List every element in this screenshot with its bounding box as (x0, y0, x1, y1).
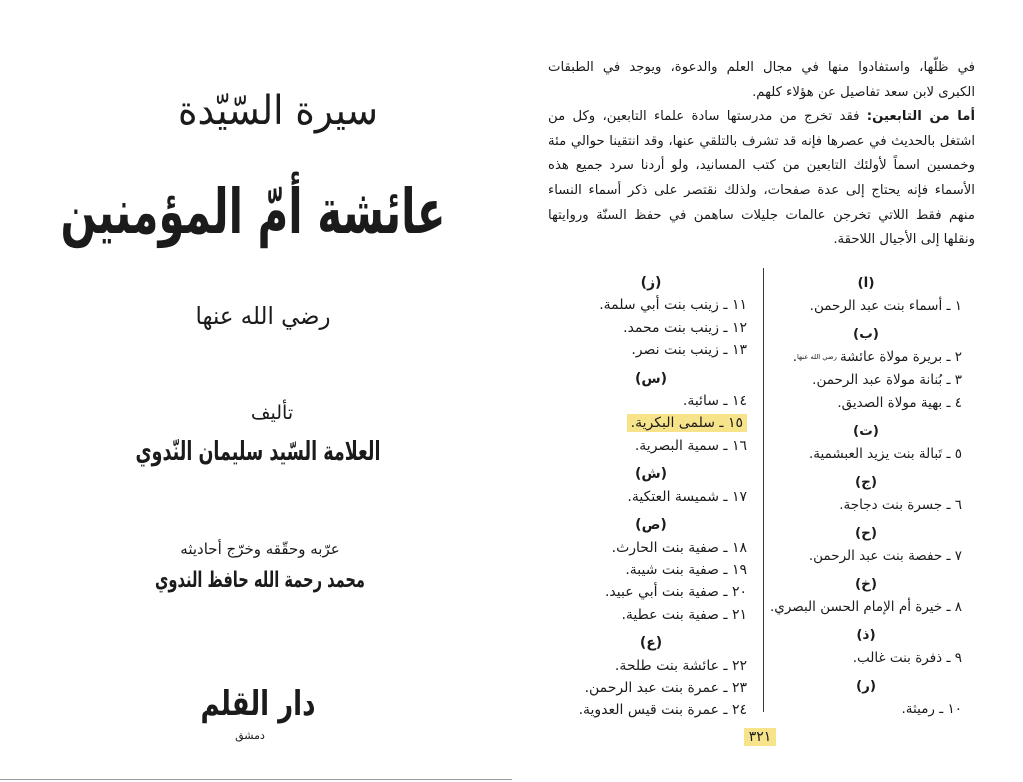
letter-heading: (ت) (853, 422, 879, 439)
name-entry-text: ٢ ـ بريرة مولاة عائشة (839, 348, 962, 365)
name-entry (853, 650, 962, 666)
translator-label-text: عرّبه وحقّقه وخرّج أحاديثه (180, 540, 340, 558)
letter-group (555, 514, 747, 625)
name-entry-text: ١٣ ـ زينب بنت نصر. (631, 341, 747, 358)
name-list-item (770, 596, 962, 619)
letter-heading: (ذ) (856, 626, 876, 643)
name-entry (812, 372, 962, 388)
name-list-item (555, 339, 747, 361)
name-entry-text: ٨ ـ خيرة أم الإمام الحسن البصري. (769, 598, 962, 615)
letter-heading: (ج) (854, 473, 878, 490)
name-entry (810, 298, 962, 314)
name-entry (631, 342, 747, 358)
letter-group (770, 522, 962, 568)
paragraph-2-line: الأسماء فإنه يحتاج إلى عدة صفحات، ولذلك نقتصر على ذكر أسماء النساء (548, 182, 975, 198)
body-text (548, 56, 975, 253)
title-honorific-text: رضي الله عنها (195, 302, 330, 330)
name-entry (615, 658, 747, 674)
name-entry-text: ١٩ ـ صفية بنت شيبة. (625, 562, 747, 579)
paragraph-2-line-text: فقد تخرج من مدرستها سادة علماء التابعين، وكل من (548, 109, 860, 125)
title-honorific (195, 300, 330, 332)
text-page (512, 0, 1023, 782)
name-list-item (555, 604, 747, 626)
letter-heading: (خ) (854, 575, 878, 592)
name-entry (635, 438, 747, 454)
name-entry (623, 320, 747, 336)
paragraph-1-line: في ظلّها، واستفادوا منها في مجال العلم والدعوة، ويوجد في الطبقات (548, 60, 975, 75)
name-entry-text: ١٨ ـ صفية بنت الحارث. (611, 539, 747, 556)
letter-group (555, 463, 747, 508)
name-entry-text: ١٥ ـ سلمى البكرية. (630, 415, 743, 432)
name-list-item (555, 699, 747, 721)
name-entry (770, 599, 962, 615)
name-entry-text: ١١ ـ زينب بنت أبي سلمة. (599, 297, 747, 314)
paragraph-2-lead: أما من التابعين: (866, 109, 975, 125)
publisher-name (200, 682, 315, 726)
name-list-item (770, 647, 962, 670)
name-entry-text: ٢٤ ـ عمرة بنت قيس العدوية. (578, 702, 747, 719)
letter-group (770, 272, 962, 318)
letter-group (555, 272, 747, 361)
publisher-city-text: دمشق (235, 729, 265, 742)
names-list-left-column (555, 272, 747, 722)
page-edge-line (0, 779, 512, 780)
name-list-item (555, 537, 747, 559)
name-list-item (770, 698, 962, 721)
name-entry-text: ٢٣ ـ عمرة بنت عبد الرحمن. (584, 680, 747, 697)
letter-group (770, 624, 962, 670)
paragraph-2-line: منهم فقط اللاتي تخرجن عالمات جليلات ساهمن في حفظ السنّة وروايتها (548, 207, 975, 223)
letter-heading: (ر) (855, 677, 877, 694)
column-divider (763, 268, 764, 712)
book-title-top (178, 84, 378, 138)
name-entry (793, 349, 962, 365)
letter-heading: (ع) (639, 635, 663, 652)
publisher-name-text: دار القلم (200, 684, 315, 724)
name-list-item (555, 581, 747, 603)
name-list-item (770, 346, 962, 369)
letter-group (555, 368, 747, 457)
name-entry (625, 562, 747, 578)
name-list-item (555, 390, 747, 412)
book-title-main (60, 150, 445, 274)
name-entry (585, 680, 747, 696)
name-list-item (555, 294, 747, 316)
name-entry-text: ١٢ ـ زينب بنت محمد. (623, 319, 747, 336)
letter-heading: (ا) (857, 274, 875, 291)
paragraph-2-first-line (548, 105, 975, 130)
name-list-item (770, 392, 962, 415)
paragraph-1-line: الكبرى لابن سعد تفاصيل عن هؤلاء كلهم. (752, 84, 975, 100)
translator-label (165, 537, 355, 561)
name-entry (579, 702, 747, 718)
letter-group (770, 323, 962, 415)
paragraph-2-line: وخمسين اسماً لأولئك التابعين من كتب المسانيد، ولو أردنا سرد جميع هذه (548, 158, 975, 174)
name-entry (809, 446, 962, 462)
name-entry-text: ٩ ـ ذفرة بنت غالب. (852, 649, 962, 666)
author-name (135, 430, 380, 474)
name-entry-text: ١٠ ـ رميثة. (901, 700, 962, 717)
name-entry-text: ٤ ـ بهية مولاة الصديق. (837, 394, 962, 411)
honorific-ligature: رضي الله عنها (797, 352, 837, 361)
letter-heading: (ز) (640, 275, 662, 291)
page-number (740, 726, 780, 748)
name-entry-text: ٢٠ ـ صفية بنت أبي عبيد. (604, 584, 747, 601)
name-entry-text: ٢١ ـ صفية بنت عطية. (621, 606, 747, 623)
author-label (232, 400, 312, 426)
name-list-item (770, 545, 962, 568)
name-list-item (770, 443, 962, 466)
name-entry-text: ١٦ ـ سمية البصرية. (634, 437, 747, 454)
name-entry (621, 607, 747, 623)
letter-heading: (ص) (635, 517, 667, 534)
letter-group (770, 420, 962, 466)
name-entry (627, 489, 747, 505)
names-list-right-column (770, 272, 962, 721)
name-list-item (770, 295, 962, 318)
letter-heading: (ب) (853, 325, 879, 342)
name-entry (902, 701, 962, 717)
name-entry-text: ٢٢ ـ عائشة بنت طلحة. (614, 657, 747, 674)
translator-name-text: محمد رحمة الله حافظ الندوي (155, 568, 365, 593)
name-list-item (555, 677, 747, 699)
letter-group (770, 471, 962, 517)
name-list-item (555, 412, 747, 434)
letter-group (555, 632, 747, 721)
name-entry-text: ١٧ ـ شميسة العتكية. (627, 488, 747, 505)
book-title-main-text: عائشة أمّ المؤمنين (60, 175, 445, 248)
name-list-item (770, 494, 962, 517)
name-list-item (770, 369, 962, 392)
letter-heading: (ح) (854, 524, 878, 541)
publisher-city (220, 727, 280, 745)
letter-heading: (س) (634, 370, 668, 387)
name-list-item (555, 317, 747, 339)
translator-name (155, 563, 365, 599)
entry-period: . (792, 348, 797, 365)
page-number-text: ٣٢١ (744, 728, 777, 746)
name-entry-text: ٥ ـ تَبالة بنت يزيد العبشمية. (808, 445, 962, 462)
book-title-top-text: سيرة السّيّدة (177, 88, 379, 134)
name-entry-text: ٣ ـ بُنانة مولاة عبد الرحمن. (812, 371, 962, 388)
name-entry (599, 297, 747, 313)
paragraph-2-line: اشتغل بالحديث في عصرها فإنه قد تشرف بالتلقي عنها، وقد انتقينا حوالي مئة (548, 133, 975, 149)
name-entry (839, 497, 962, 513)
name-entry-text: ١٤ ـ سائبة. (682, 392, 747, 409)
letter-group (770, 675, 962, 721)
highlighted-name (627, 414, 747, 432)
name-list-item (555, 559, 747, 581)
author-label-text: تأليف (250, 402, 294, 424)
name-list-item (555, 655, 747, 677)
name-entry (683, 393, 747, 409)
name-entry (837, 395, 962, 411)
letter-heading: (ش) (634, 466, 668, 483)
name-list-item (555, 435, 747, 457)
name-entry-text: ٦ ـ جسرة بنت دجاجة. (839, 496, 962, 513)
paragraph-2-line: ونقلها إلى الأجيال اللاحقة. (833, 232, 975, 248)
name-list-item (555, 486, 747, 508)
name-entry-text: ١ ـ أسماء بنت عبد الرحمن. (809, 297, 962, 314)
name-entry-text: ٧ ـ حفصة بنت عبد الرحمن. (808, 547, 962, 564)
author-name-text: العلامة السّيد سليمان النّدوي (134, 437, 381, 467)
name-entry (809, 548, 962, 564)
letter-group (770, 573, 962, 619)
name-entry (605, 584, 747, 600)
name-entry (612, 540, 747, 556)
